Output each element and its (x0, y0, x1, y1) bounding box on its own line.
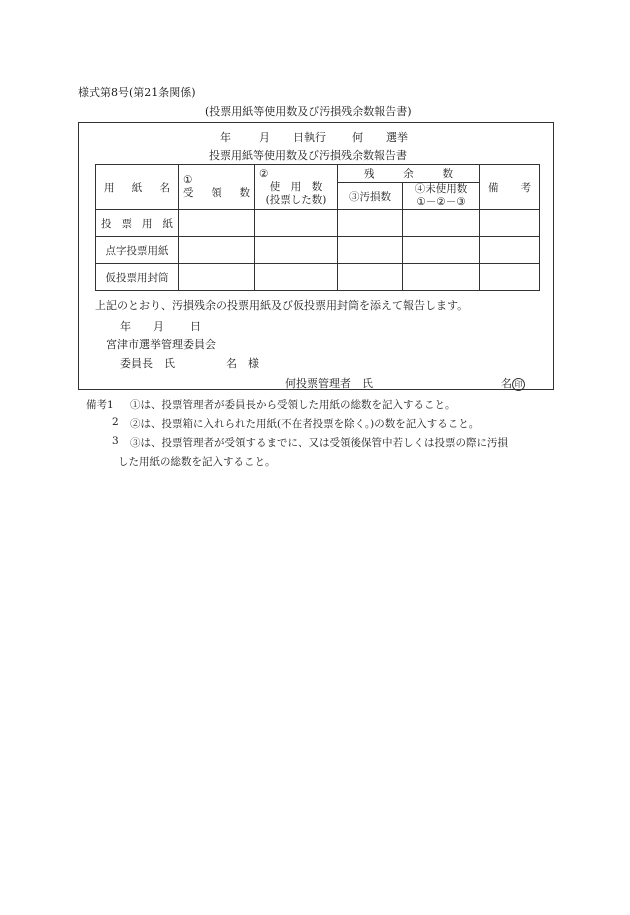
election-label: 選挙 (386, 131, 408, 144)
note-3-line-1: ③は、投票管理者が受領するまでに、又は受領後保管中若しくは投票の際に汚損 (130, 437, 508, 449)
committee-name: 宮津市選挙管理委員会 (106, 338, 216, 351)
election-name-placeholder: 何 (352, 131, 363, 144)
inner-title: 投票用紙等使用数及び汚損残余数報告書 (209, 149, 407, 162)
date-month: 月 (259, 131, 270, 144)
notes-label: 備考1 (86, 399, 114, 411)
date-year: 年 (220, 131, 231, 144)
seal-icon: 印 (512, 378, 525, 391)
polling-manager-name: 名 印 (501, 375, 525, 391)
row-label: 仮投票用封筒 (96, 264, 179, 291)
header-damaged-count: ③汚損数 (338, 183, 403, 210)
cell-received[interactable] (179, 264, 255, 291)
cell-damaged[interactable] (338, 264, 403, 291)
header-remarks: 備 考 (480, 165, 540, 210)
form-number: 様式第8号(第21条関係) (78, 86, 196, 99)
polling-manager-label: 何投票管理者 氏 (285, 377, 373, 390)
chairman-name-suffix: 名 様 (226, 357, 259, 370)
cell-remarks[interactable] (480, 264, 540, 291)
note-1: ①は、投票管理者が委員長から受領した用紙の総数を記入すること。 (130, 399, 456, 411)
cell-remarks[interactable] (480, 237, 540, 264)
cell-unused[interactable] (403, 210, 480, 237)
row-braille-ballot (96, 237, 540, 264)
cell-used[interactable] (255, 264, 338, 291)
note-3-number: 3 (112, 435, 119, 447)
header-paper-name: 用 紙 名 (96, 165, 179, 210)
row-ballot-paper (96, 210, 540, 237)
header-used-count: ② 使 用 数 (投票した数) (255, 165, 338, 210)
cell-received[interactable] (179, 237, 255, 264)
cell-remarks[interactable] (480, 210, 540, 237)
row-label: 投 票 用 紙 (96, 210, 179, 237)
cell-received[interactable] (179, 210, 255, 237)
date-day-executed: 日執行 (293, 131, 326, 144)
report-table (95, 164, 540, 291)
chairman-label: 委員長 氏 (120, 357, 175, 370)
cell-unused[interactable] (403, 264, 480, 291)
mark-1: ① (183, 174, 193, 186)
cell-used[interactable] (255, 210, 338, 237)
header-received-count: ① 受 領 数 (179, 165, 255, 210)
statement-text: 上記のとおり、汚損残余の投票用紙及び仮投票用封筒を添えて報告します。 (95, 299, 469, 312)
note-2-number: 2 (112, 416, 119, 428)
cell-damaged[interactable] (338, 237, 403, 264)
row-label: 点字投票用紙 (96, 237, 179, 264)
note-2: ②は、投票箱に入れられた用紙(不在者投票を除く。)の数を記入すること。 (130, 418, 480, 430)
header-unused-count: ④未使用数 ①－②－③ (403, 183, 480, 210)
note-3-line-2: した用紙の総数を記入すること。 (118, 456, 276, 468)
cell-used[interactable] (255, 237, 338, 264)
mark-2: ② (259, 167, 269, 180)
row-provisional-envelope (96, 264, 540, 291)
header-remaining: 残 余 数 (338, 165, 480, 183)
document-title: (投票用紙等使用数及び汚損残余数報告書) (205, 105, 412, 118)
cell-unused[interactable] (403, 237, 480, 264)
cell-damaged[interactable] (338, 210, 403, 237)
